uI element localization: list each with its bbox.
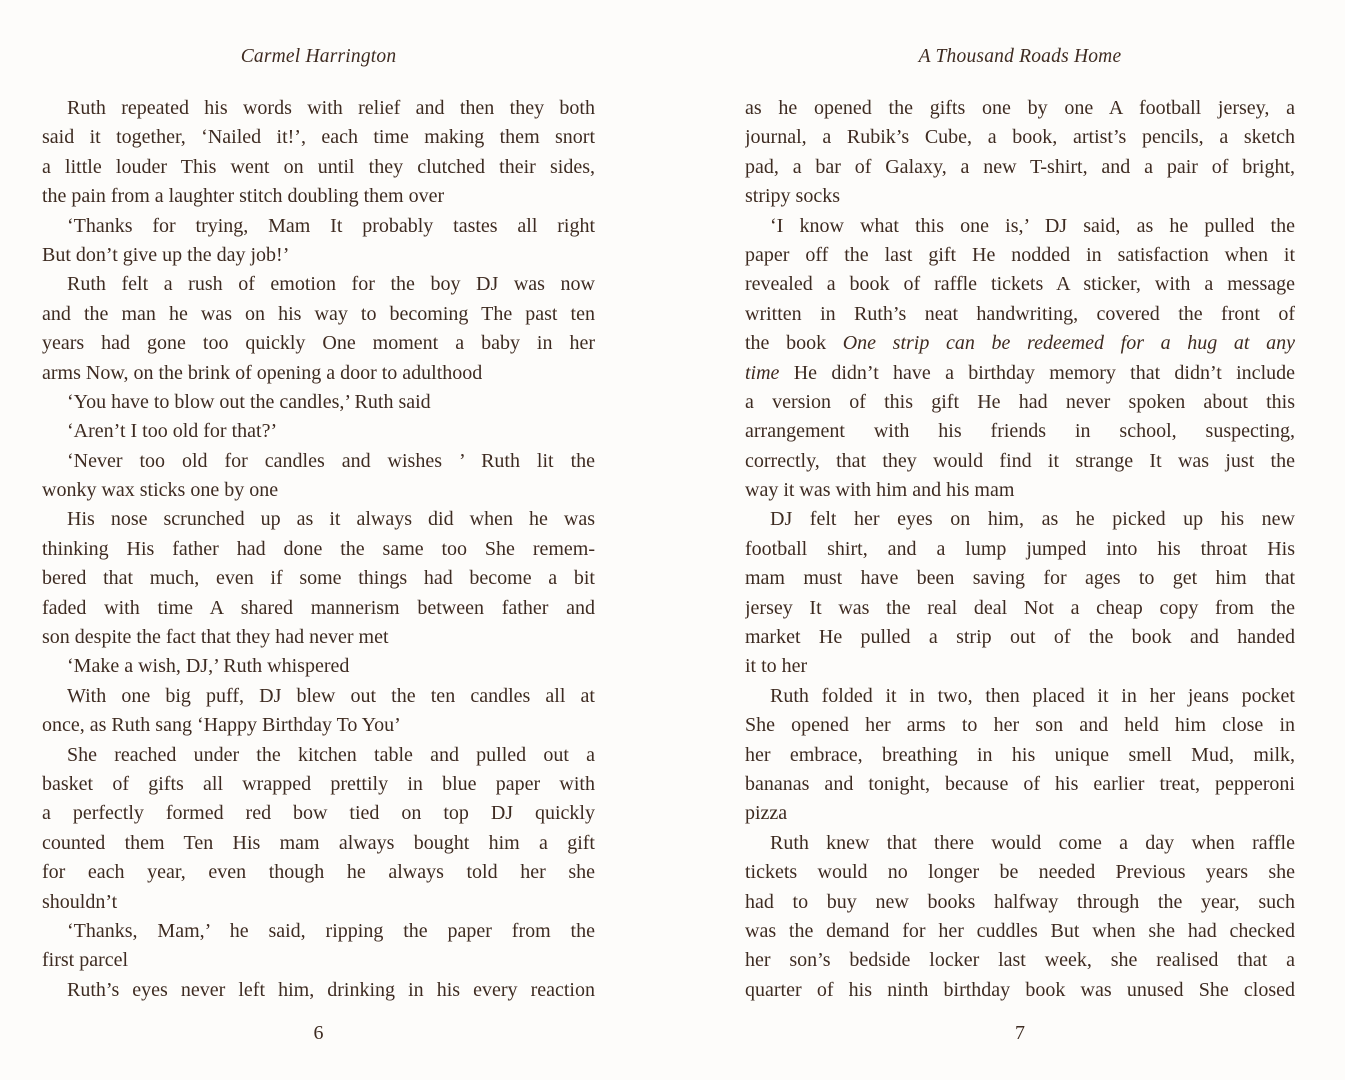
text-line: football shirt, and a lump jumped into his throat His bbox=[745, 537, 1295, 560]
text-line: first parcel bbox=[42, 949, 129, 972]
text-line: His nose scrunched up as it always did when he was bbox=[67, 508, 595, 531]
text-line: ‘Thanks, Mam,’ he said, ripping the paper from the bbox=[67, 919, 595, 942]
text-line: ‘Make a wish, DJ,’ Ruth whispered bbox=[67, 655, 350, 678]
text-line: a perfectly formed red bow tied on top DJ quickly bbox=[42, 802, 595, 825]
paragraph bbox=[42, 212, 595, 271]
text-line: time He didn’t have a birthday memory that didn’t include bbox=[745, 361, 1295, 384]
paragraph bbox=[42, 94, 595, 212]
running-head-book-title: A Thousand Roads Home bbox=[918, 46, 1122, 67]
paragraph bbox=[42, 976, 595, 1005]
text-line: bered that much, even if some things had become a bit bbox=[42, 567, 595, 590]
text-line: it to her bbox=[745, 655, 808, 678]
left-page bbox=[42, 0, 595, 1080]
left-page-body-text bbox=[42, 94, 595, 1005]
text-line: way it was with him and his mam bbox=[745, 479, 1015, 502]
text-line: journal, a Rubik’s Cube, a book, artist’s pencils, a sketch bbox=[745, 126, 1295, 149]
paragraph bbox=[42, 417, 595, 446]
text-line: basket of gifts all wrapped prettily in blue paper with bbox=[42, 772, 595, 795]
text-line: tickets would no longer be needed Previous years she bbox=[745, 861, 1295, 884]
text-line: faded with time A shared mannerism between father and bbox=[42, 596, 595, 619]
text-line: market He pulled a strip out of the book and handed bbox=[745, 626, 1295, 649]
text-line: Ruth repeated his words with relief and then they both bbox=[67, 97, 595, 119]
text-line: shouldn’t bbox=[42, 890, 118, 913]
text-line: the book One strip can be redeemed for a hug at any bbox=[745, 332, 1295, 355]
text-line: Ruth felt a rush of emotion for the boy DJ was now bbox=[67, 273, 595, 296]
text-line: for each year, even though he always told her she bbox=[42, 861, 595, 884]
text-line: With one big puff, DJ blew out the ten candles all at bbox=[67, 684, 595, 707]
text-line: ‘Aren’t I too old for that?’ bbox=[67, 420, 278, 443]
paragraph bbox=[42, 917, 595, 976]
paragraph bbox=[745, 682, 1295, 829]
text-line: mam must have been saving for ages to get him that bbox=[745, 567, 1295, 590]
text-line: quarter of his ninth birthday book was unused She closed bbox=[745, 978, 1295, 1001]
text-line: revealed a book of raffle tickets A sticker, with a message bbox=[745, 273, 1295, 296]
text-line: counted them Ten His mam always bought him a gift bbox=[42, 831, 595, 854]
page-number-left: 6 bbox=[313, 1022, 324, 1044]
paragraph bbox=[42, 447, 595, 506]
text-line: Ruth knew that there would come a day when raffle bbox=[770, 831, 1295, 854]
text-line: correctly, that they would find it strange It was just the bbox=[745, 449, 1295, 472]
right-page bbox=[745, 0, 1295, 1080]
text-line: pizza bbox=[745, 802, 788, 825]
text-line: as he opened the gifts one by one A football jersey, a bbox=[745, 97, 1295, 119]
text-line: wonky wax sticks one by one bbox=[42, 479, 279, 502]
right-page-body-text bbox=[745, 94, 1295, 1005]
text-line: Ruth folded it in two, then placed it in her jeans pocket bbox=[770, 684, 1295, 707]
paragraph bbox=[42, 505, 595, 652]
text-line: written in Ruth’s neat handwriting, covered the front of bbox=[745, 302, 1295, 325]
text-line: had to buy new books halfway through the year, such bbox=[745, 890, 1295, 913]
text-line: the pain from a laughter stitch doubling them over bbox=[42, 185, 445, 208]
text-line: once, as Ruth sang ‘Happy Birthday To You’ bbox=[42, 714, 401, 737]
paragraph bbox=[745, 505, 1295, 681]
text-line: her son’s bedside locker last week, she realised that a bbox=[745, 949, 1295, 972]
text-line: DJ felt her eyes on him, as he picked up his new bbox=[770, 508, 1295, 531]
text-line: years had gone too quickly One moment a baby in her bbox=[42, 332, 595, 355]
paragraph bbox=[42, 270, 595, 388]
text-line: her embrace, breathing in his unique smell Mud, milk, bbox=[745, 743, 1295, 766]
text-line: pad, a bar of Galaxy, a new T-shirt, and a pair of bright, bbox=[745, 155, 1295, 178]
text-line: thinking His father had done the same too She remem- bbox=[42, 537, 595, 560]
text-line: a version of this gift He had never spoken about this bbox=[745, 390, 1295, 413]
text-line: She opened her arms to her son and held him close in bbox=[745, 714, 1295, 737]
page-number-right: 7 bbox=[1015, 1022, 1025, 1044]
text-line: stripy socks bbox=[745, 185, 840, 208]
text-line: bananas and tonight, because of his earlier treat, pepperoni bbox=[745, 772, 1295, 795]
text-line: son despite the fact that they had never met bbox=[42, 626, 389, 649]
paragraph bbox=[745, 829, 1295, 1005]
text-line: But don’t give up the day job!’ bbox=[42, 243, 290, 266]
text-line: paper off the last gift He nodded in satisfaction when it bbox=[745, 243, 1295, 266]
text-line: arrangement with his friends in school, suspecting, bbox=[745, 420, 1295, 443]
text-line: jersey It was the real deal Not a cheap copy from the bbox=[745, 596, 1295, 619]
running-head-author: Carmel Harrington bbox=[240, 46, 397, 67]
text-line: ‘Never too old for candles and wishes ’ Ruth lit the bbox=[67, 449, 595, 472]
paragraph bbox=[42, 741, 595, 917]
text-line: She reached under the kitchen table and pulled out a bbox=[67, 743, 595, 766]
paragraph bbox=[42, 682, 595, 741]
text-line: said it together, ‘Nailed it!’, each time making them snort bbox=[42, 126, 595, 149]
text-line: ‘Thanks for trying, Mam It probably tastes all right bbox=[67, 214, 595, 237]
paragraph bbox=[745, 212, 1295, 506]
text-line: Ruth’s eyes never left him, drinking in his every reaction bbox=[67, 978, 595, 1001]
text-line: a little louder This went on until they clutched their sides, bbox=[42, 155, 595, 178]
text-line: was the demand for her cuddles But when she had checked bbox=[745, 919, 1295, 942]
paragraph bbox=[745, 94, 1295, 212]
text-line: ‘You have to blow out the candles,’ Ruth said bbox=[67, 390, 431, 413]
text-line: ‘I know what this one is,’ DJ said, as he pulled the bbox=[770, 214, 1295, 237]
paragraph bbox=[42, 388, 595, 417]
paragraph bbox=[42, 652, 595, 681]
text-line: and the man he was on his way to becoming The past ten bbox=[42, 302, 595, 325]
text-line: arms Now, on the brink of opening a door to adulthood bbox=[42, 361, 483, 384]
